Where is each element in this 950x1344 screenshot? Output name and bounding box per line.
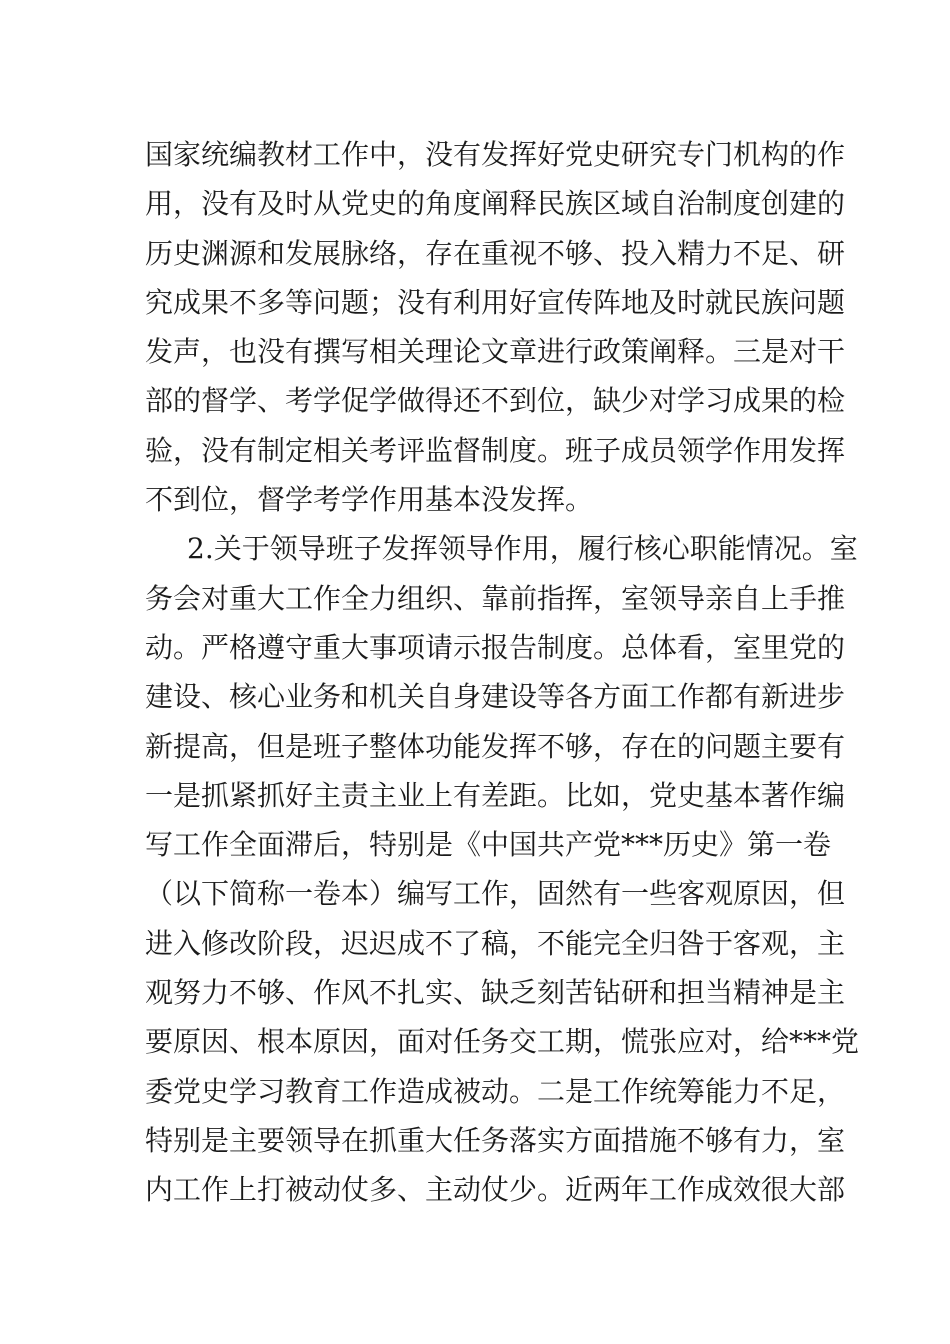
- text-line: 发声，也没有撰写相关理论文章进行政策阐释。三是对干: [145, 335, 846, 369]
- text-line: 究成果不多等问题；没有利用好宣传阵地及时就民族问题: [145, 285, 846, 319]
- text-line: 动。严格遵守重大事项请示报告制度。总体看，室里党的: [145, 630, 846, 664]
- text-line: 内工作上打被动仗多、主动仗少。近两年工作成效很大部: [145, 1173, 846, 1207]
- text-line: 国家统编教材工作中，没有发挥好党史研究专门机构的作: [145, 138, 846, 171]
- text-line: 观努力不够、作风不扎实、缺乏刻苦钻研和担当精神是主: [145, 976, 846, 1010]
- text-line: 写工作全面滞后，特别是《中国共产党***历史》第一卷: [145, 828, 832, 862]
- text-line: 特别是主要领导在抓重大任务落实方面措施不够有力，室: [145, 1123, 846, 1157]
- text-line: 要原因、根本原因，面对任务交工期，慌张应对，给***党: [145, 1025, 860, 1059]
- text-line: 一是抓紧抓好主责主业上有差距。比如，党史基本著作编: [145, 778, 846, 812]
- text-line: 不到位，督学考学作用基本没发挥。: [145, 483, 594, 517]
- text-line: 新提高，但是班子整体功能发挥不够，存在的问题主要有: [145, 729, 846, 763]
- text-line: 部的督学、考学促学做得还不到位，缺少对学习成果的检: [145, 384, 846, 418]
- text-line: （以下简称一卷本）编写工作，固然有一些客观原因，但: [145, 877, 846, 911]
- text-line: 建设、核心业务和机关自身建设等各方面工作都有新进步: [145, 680, 846, 714]
- text-line: 验，没有制定相关考评监督制度。班子成员领学作用发挥: [145, 433, 846, 467]
- text-line: 委党史学习教育工作造成被动。二是工作统筹能力不足，: [145, 1074, 846, 1108]
- text-line: 用，没有及时从党史的角度阐释民族区域自治制度创建的: [145, 187, 846, 221]
- text-line: 务会对重大工作全力组织、靠前指挥，室领导亲自上手推: [145, 581, 846, 615]
- text-line: 历史渊源和发展脉络，存在重视不够、投入精力不足、研: [145, 236, 846, 270]
- section-heading-line: 2.关于领导班子发挥领导作用，履行核心职能情况。室: [187, 532, 858, 566]
- document-body: [145, 130, 860, 1215]
- text-line: 进入修改阶段，迟迟成不了稿，不能完全归咎于客观，主: [145, 926, 846, 960]
